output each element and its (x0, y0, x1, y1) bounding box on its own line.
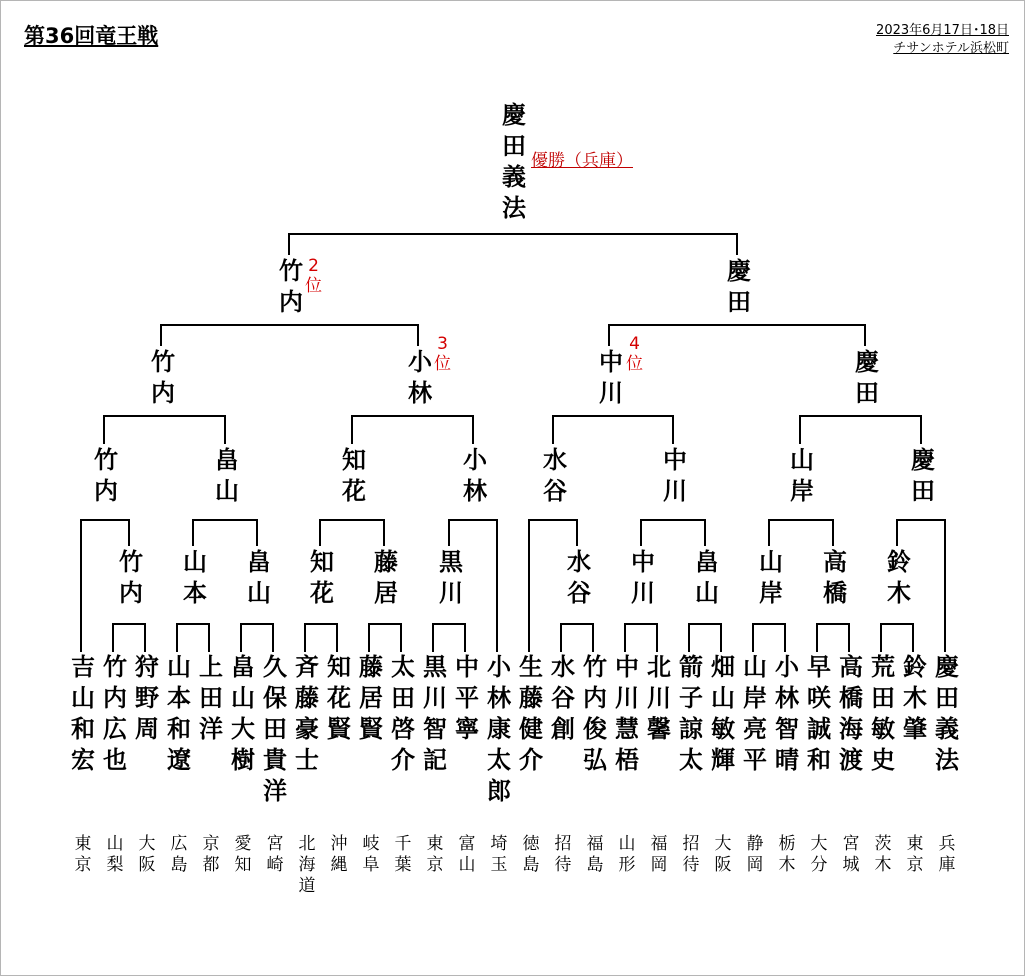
rank-third (434, 334, 451, 374)
player-prefecture: 岐阜 (358, 834, 379, 876)
rank-second-number: 2 (308, 256, 319, 276)
player-prefecture: 徳島 (518, 834, 539, 876)
player-name: 鈴木肇 (898, 654, 927, 747)
player-name: 小林智晴 (770, 654, 799, 778)
round1-slot-6: 黒川 (434, 549, 463, 611)
player-name: 竹内広也 (98, 654, 127, 778)
player-prefecture: 大阪 (134, 834, 155, 876)
round2-slot-8: 慶田 (906, 447, 935, 509)
bracket-connector (161, 325, 418, 346)
round2-slot-6: 中川 (658, 447, 687, 509)
player-prefecture: 埼玉 (486, 834, 507, 876)
player-name: 北川馨 (642, 654, 671, 747)
round1-slot-12: 鈴木 (882, 549, 911, 611)
bracket-connector (289, 234, 737, 255)
player-prefecture: 東京 (902, 834, 923, 876)
player-name: 慶田義法 (930, 654, 959, 778)
player-name: 高橋海渡 (834, 654, 863, 778)
player-name: 狩野周 (130, 654, 159, 747)
bracket-connector (753, 624, 785, 652)
player-name: 小林康太郎 (482, 654, 511, 809)
player-prefecture: 大阪 (710, 834, 731, 876)
player-name: 畑山敏輝 (706, 654, 735, 778)
player-prefecture: 千葉 (390, 834, 411, 876)
round3-slot-4: 慶田 (850, 349, 879, 411)
player-prefecture: 東京 (70, 834, 91, 876)
player-prefecture: 宮城 (838, 834, 859, 876)
player-name: 箭子諒太 (674, 654, 703, 778)
round1-slot-8: 中川 (626, 549, 655, 611)
bracket-connector (193, 520, 257, 546)
bracket-connector (433, 624, 465, 652)
player-name: 早咲誠和 (802, 654, 831, 778)
semifinal-right: 慶田 (722, 258, 751, 320)
round2-slot-1: 竹内 (89, 447, 118, 509)
player-name: 山本和遼 (162, 654, 191, 778)
champion-note: 優勝（兵庫） (531, 151, 633, 171)
player-name: 畠山大樹 (226, 654, 255, 778)
event-venue: チサンホテル浜松町 (893, 41, 1009, 56)
bracket-connector (800, 416, 921, 444)
bracket-connector (561, 624, 593, 652)
player-prefecture: 静岡 (742, 834, 763, 876)
bracket-connector (320, 520, 384, 546)
bracket-connector (881, 624, 913, 652)
player-prefecture: 山梨 (102, 834, 123, 876)
player-prefecture: 東京 (422, 834, 443, 876)
player-name: 中平寧 (450, 654, 479, 747)
bracket-connector (369, 624, 401, 652)
player-prefecture: 栃木 (774, 834, 795, 876)
bracket-connector (609, 325, 865, 346)
player-name: 竹内俊弘 (578, 654, 607, 778)
bracket-connector (625, 624, 657, 652)
rank-second-label: 位 (305, 276, 322, 296)
rank-fourth-number: 4 (629, 334, 640, 354)
round2-slot-5: 水谷 (538, 447, 567, 509)
bracket-connector (769, 520, 833, 546)
player-name: 知花賢 (322, 654, 351, 747)
bracket-connector (113, 624, 145, 652)
player-prefecture: 兵庫 (934, 834, 955, 876)
rank-third-number: 3 (437, 334, 448, 354)
player-name: 黒川智記 (418, 654, 447, 778)
round2-slot-3: 知花 (337, 447, 366, 509)
player-prefecture: 山形 (614, 834, 635, 876)
rank-second (305, 256, 322, 296)
player-prefecture: 富山 (454, 834, 475, 876)
rank-fourth-label: 位 (626, 354, 643, 374)
player-name: 山岸亮平 (738, 654, 767, 778)
round1-slot-1: 竹内 (114, 549, 143, 611)
rank-third-label: 位 (434, 354, 451, 374)
round3-slot-3: 中川 (594, 349, 623, 411)
player-prefecture: 京都 (198, 834, 219, 876)
player-prefecture: 沖縄 (326, 834, 347, 876)
round2-slot-4: 小林 (458, 447, 487, 509)
player-prefecture: 招待 (678, 834, 699, 876)
round1-slot-11: 高橋 (818, 549, 847, 611)
player-name: 生藤健介 (514, 654, 543, 778)
round1-slot-4: 知花 (305, 549, 334, 611)
player-name: 藤居賢 (354, 654, 383, 747)
event-date: 2023年6月17日･18日 (876, 23, 1009, 38)
player-prefecture: 愛知 (230, 834, 251, 876)
player-prefecture: 福岡 (646, 834, 667, 876)
player-prefecture: 茨木 (870, 834, 891, 876)
tournament-title: 第36回竜王戦 (24, 24, 159, 48)
semifinal-left: 竹内 (274, 258, 303, 320)
player-name: 荒田敏史 (866, 654, 895, 778)
player-name: 水谷創 (546, 654, 575, 747)
round3-slot-1: 竹内 (146, 349, 175, 411)
round1-slot-5: 藤居 (369, 549, 398, 611)
player-name: 中川慧梧 (610, 654, 639, 778)
player-name: 吉山和宏 (66, 654, 95, 778)
player-prefecture: 広島 (166, 834, 187, 876)
player-name: 太田啓介 (386, 654, 415, 778)
bracket-connector (817, 624, 849, 652)
player-prefecture: 大分 (806, 834, 827, 876)
bracket-connector (553, 416, 673, 444)
bracket-connector (241, 624, 273, 652)
bracket-connector (177, 624, 209, 652)
bracket-connector (641, 520, 705, 546)
player-prefecture: 福島 (582, 834, 603, 876)
player-name: 久保田貴洋 (258, 654, 287, 809)
player-prefecture: 宮崎 (262, 834, 283, 876)
round1-slot-9: 畠山 (690, 549, 719, 611)
bracket-connector (305, 624, 337, 652)
round1-slot-7: 水谷 (562, 549, 591, 611)
round1-slot-3: 畠山 (242, 549, 271, 611)
player-prefecture: 招待 (550, 834, 571, 876)
bracket-connector (104, 416, 225, 444)
bracket-connector (689, 624, 721, 652)
rank-fourth (626, 334, 643, 374)
player-prefecture: 北海道 (294, 834, 315, 897)
round1-slot-10: 山岸 (754, 549, 783, 611)
champion-name: 慶田義法 (497, 102, 526, 226)
round3-slot-2: 小林 (403, 349, 432, 411)
bracket-connector (352, 416, 473, 444)
player-name: 斉藤豪士 (290, 654, 319, 778)
round2-slot-7: 山岸 (785, 447, 814, 509)
round1-slot-2: 山本 (178, 549, 207, 611)
player-name: 上田洋 (194, 654, 223, 747)
round2-slot-2: 畠山 (210, 447, 239, 509)
